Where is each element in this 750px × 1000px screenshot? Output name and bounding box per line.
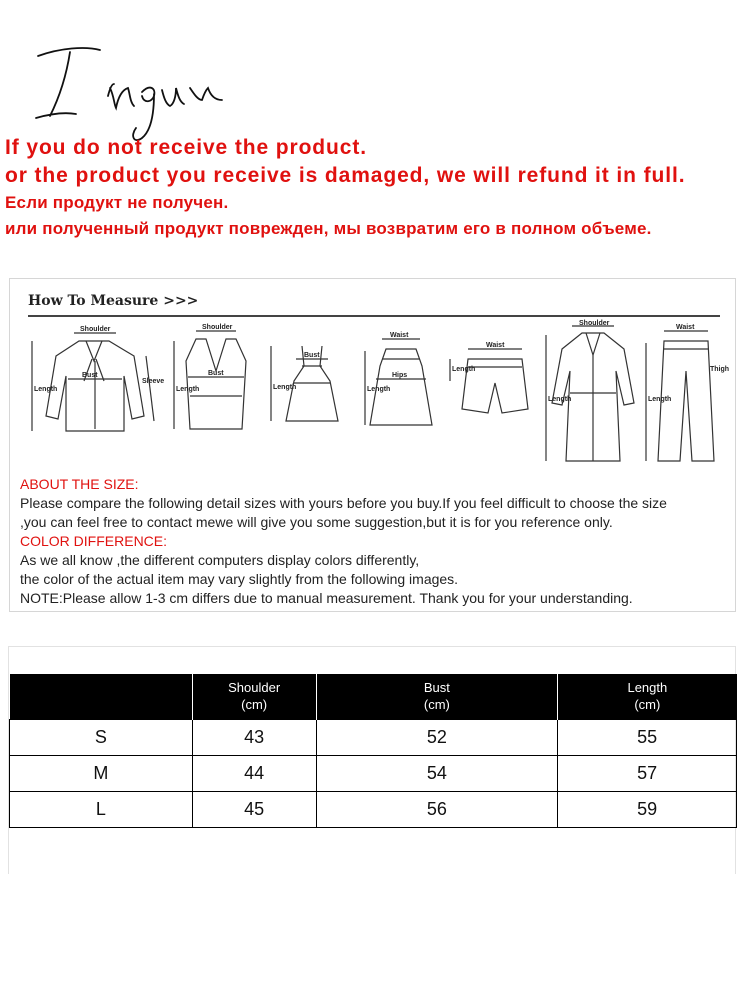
label-bust-1: Bust [82, 372, 98, 379]
label-length-6: Length [548, 396, 572, 403]
label-shoulder-2: Shoulder [202, 324, 233, 331]
header-length [558, 674, 737, 719]
about-size-heading: ABOUT THE SIZE: [20, 476, 139, 492]
table-row [10, 791, 737, 827]
size-info-text [20, 475, 732, 608]
about-size-line2: ,you can feel free to contact mewe will give you some suggestion,but it is for you reference only. [20, 514, 613, 530]
label-waist-4: Waist [390, 332, 409, 339]
label-shoulder-1: Shoulder [80, 326, 111, 333]
cell-bust: 56 [316, 791, 558, 827]
shorts-illustration [450, 349, 528, 413]
tank-top-illustration [174, 331, 246, 429]
color-line1: As we all know ,the different computers display colors differently, [20, 552, 420, 568]
label-sleeve-1: Sleeve [142, 378, 165, 385]
header-size [10, 674, 193, 719]
cell-shoulder: 43 [192, 719, 316, 755]
header-shoulder-unit: (cm) [241, 697, 268, 713]
color-line2: the color of the actual item may vary slightly from the following images. [20, 571, 459, 587]
size-table-panel [8, 646, 736, 874]
cell-size: L [10, 791, 193, 827]
size-table [9, 674, 737, 828]
label-length-5: Length [452, 366, 476, 373]
notice-en-line2: or the product you receive is damaged, we will refund it in full. [5, 164, 686, 187]
cell-shoulder: 44 [192, 755, 316, 791]
label-shoulder-6: Shoulder [579, 320, 610, 327]
header-shoulder [192, 674, 316, 719]
label-length-4: Length [367, 386, 391, 393]
header-bust [316, 674, 558, 719]
label-thigh-7: Thigh [710, 366, 730, 373]
cell-size: S [10, 719, 193, 755]
label-length-3: Length [273, 384, 297, 391]
coat-illustration [546, 326, 634, 461]
header-bust-unit: (cm) [423, 697, 450, 713]
cell-length: 55 [558, 719, 737, 755]
header-shoulder-label: Shoulder [228, 680, 281, 696]
cell-bust: 54 [316, 755, 558, 791]
label-bust-2: Bust [208, 370, 224, 377]
title-divider [28, 315, 720, 317]
garment-measure-illustrations [24, 320, 730, 471]
brand-logo [30, 38, 230, 148]
header-length-label: Length [627, 680, 668, 696]
table-row [10, 719, 737, 755]
cell-size: M [10, 755, 193, 791]
color-difference-heading: COLOR DIFFERENCE: [20, 533, 168, 549]
size-table-header [10, 674, 737, 719]
how-to-measure-panel [9, 278, 736, 612]
skirt-illustration [365, 339, 432, 425]
label-length-7: Length [648, 396, 672, 403]
table-row [10, 755, 737, 791]
header-bust-label: Bust [423, 680, 450, 696]
about-size-line1: Please compare the following detail sizes with yours before you buy.If you feel difficult to choose the size [20, 495, 667, 511]
notice-ru-line1: Если продукт не получен. [5, 193, 229, 212]
label-hips-4: Hips [392, 372, 408, 379]
label-length-1: Length [34, 386, 58, 393]
header-length-unit: (cm) [634, 697, 661, 713]
label-waist-5: Waist [486, 342, 505, 349]
label-bust-3: Bust [304, 352, 320, 359]
cell-length: 57 [558, 755, 737, 791]
label-length-2: Length [176, 386, 200, 393]
blouse-illustration [32, 333, 154, 431]
measurement-note: NOTE:Please allow 1-3 cm differs due to manual measurement. Thank you for your understanding. [20, 590, 633, 606]
cell-bust: 52 [316, 719, 558, 755]
cell-length: 59 [558, 791, 737, 827]
refund-notice [5, 134, 750, 242]
how-to-measure-title: How To Measure >>> [28, 293, 199, 309]
cell-shoulder: 45 [192, 791, 316, 827]
notice-ru-line2: или полученный продукт поврежден, мы возвратим его в полном объеме. [5, 219, 652, 238]
notice-en-line1: If you do not receive the product. [5, 136, 367, 159]
label-waist-7: Waist [676, 324, 695, 331]
